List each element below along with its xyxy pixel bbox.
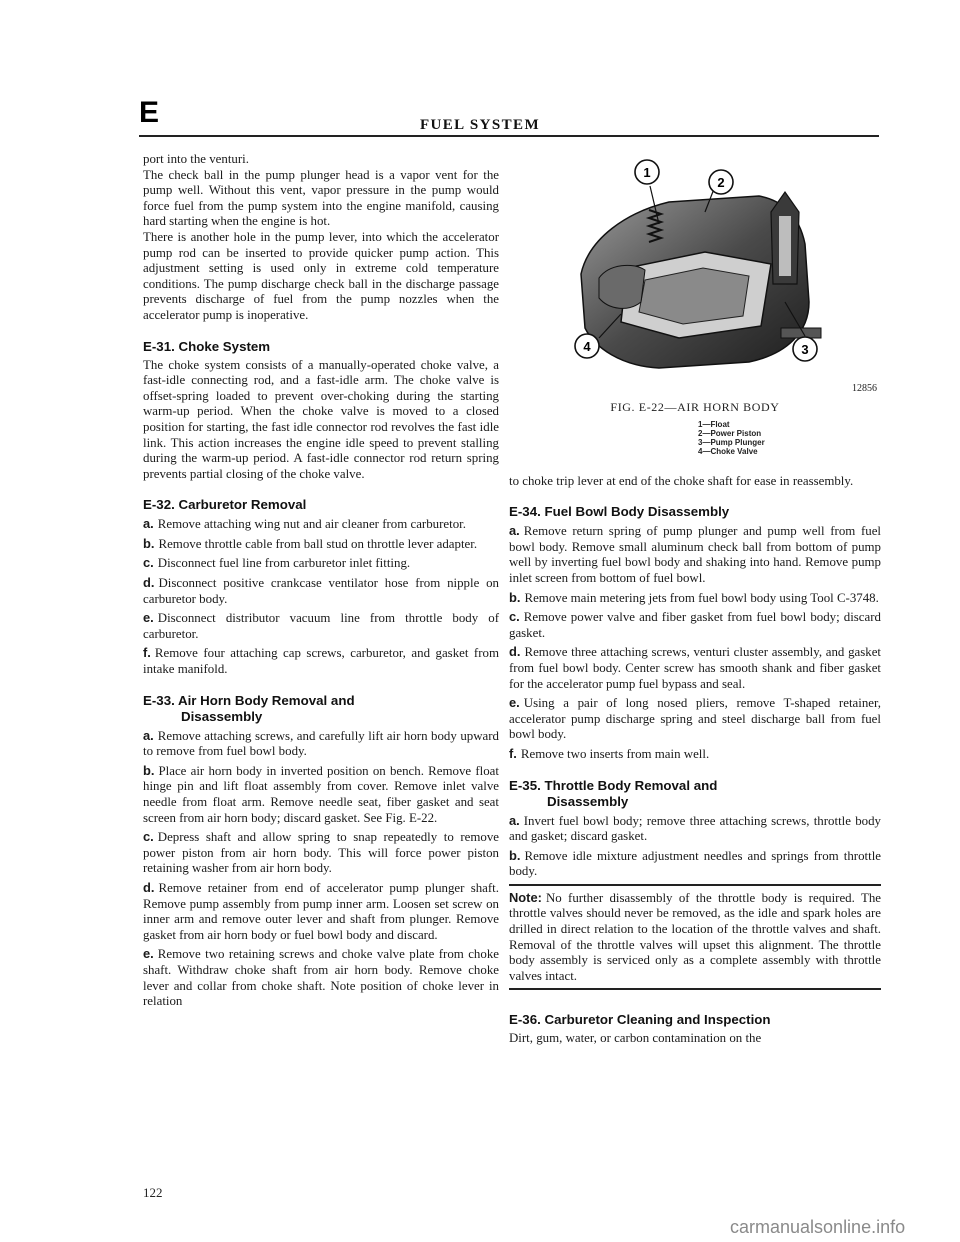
step-text: Remove retainer from end of accelerator pump plunger shaft. Remove pump assembly from pump inner arm. Loosen set screw on inner arm and remove outer lever and shaft from plunger. Remove gasket from air horn body or fuel bowl body and discard. [143, 880, 499, 942]
step-text: Disconnect fuel line from carburetor inlet fitting. [157, 556, 411, 571]
note-label: Note: [509, 889, 542, 905]
step-text: Remove idle mixture adjustment needles and springs from throttle body. [509, 848, 881, 879]
svg-text:3: 3 [801, 342, 809, 357]
step-item [143, 763, 499, 826]
step-text: Remove four attaching cap screws, carburetor, and gasket from intake manifold. [143, 646, 499, 677]
step-item [143, 645, 499, 677]
section-heading-e31: E-31. Choke System [143, 338, 271, 354]
step-text: Invert fuel bowl body; remove three attaching screws, throttle body and gasket; discard gasket. [509, 813, 881, 844]
right-column [509, 152, 881, 1047]
step-label: d. [143, 575, 155, 591]
callout-4 [575, 334, 599, 358]
section-heading-e34: E-34. Fuel Bowl Body Disassembly [509, 504, 730, 520]
step-item [509, 523, 881, 586]
step-label: e. [143, 946, 154, 962]
step-item [143, 610, 499, 642]
section-heading-e32: E-32. Carburetor Removal [143, 497, 307, 513]
intro-paragraph-3: There is another hole in the pump lever, into which the accelerator pump rod can be inserted to provide quicker pump action. This adjustment setting is used only in extreme cold temperature conditions. The pump discharge check ball in the discharge passage prevents discharge of fuel from the pump nozzles when the accelerator pump is inoperative. [143, 229, 499, 322]
figure-number: 12856 [852, 383, 877, 394]
step-item [509, 644, 881, 692]
section-letter: E [139, 96, 160, 129]
step-item [143, 575, 499, 607]
figure-legend [698, 420, 881, 456]
step-item [509, 609, 881, 641]
section-heading-e35 [509, 778, 881, 810]
step-item [143, 555, 499, 572]
note-text: No further disassembly of the throttle body is required. The throttle valves should never be removed, as the idle and spark holes are drilled in direct relation to the location of the throttle valves and shaft. Removal of the throttle valves will upset this alignment. The throttle body assembly is serviced only as a complete assembly with throttle valves intact. [509, 890, 881, 983]
svg-text:4: 4 [583, 339, 591, 354]
step-label: c. [143, 829, 154, 845]
step-text: Remove attaching screws, and carefully lift air horn body upward to remove from fuel bowl body. [143, 728, 499, 759]
step-text: Disconnect distributor vacuum line from throttle body of carburetor. [143, 611, 499, 641]
heading-line-1: E-33. Air Horn Body Removal and [143, 692, 355, 708]
section-body-e36: Dirt, gum, water, or carbon contamination on the [509, 1031, 762, 1046]
page-number: 122 [143, 1185, 163, 1200]
step-text: Remove return spring of pump plunger and pump well from fuel bowl body. Remove small aluminum check ball from bottom of pump well by inverting fuel bowl body and shaking into hand. Remove pump inlet screen from bottom of fuel bowl. [509, 524, 881, 585]
step-text: Remove power valve and fiber gasket from fuel bowl body; discard gasket. [509, 610, 881, 640]
note-block [509, 890, 881, 985]
legend-item: 1—Float [698, 419, 730, 429]
step-item [143, 516, 499, 533]
svg-text:1: 1 [643, 165, 651, 180]
left-column [143, 152, 499, 1010]
figure-air-horn-body [509, 152, 881, 394]
step-label: d. [509, 644, 521, 660]
step-item [509, 590, 881, 607]
step-item [143, 946, 499, 1009]
step-item [509, 695, 881, 743]
callout-1 [635, 160, 659, 184]
page-title: FUEL SYSTEM [419, 117, 540, 133]
step-item [143, 829, 499, 877]
step-label: b. [143, 535, 155, 551]
section-heading-e36: E-36. Carburetor Cleaning and Inspection [509, 1012, 771, 1028]
intro-paragraph-2: The check ball in the pump plunger head is a vapor vent for the pump well. Without this vent, vapor pressure in the pump would force fuel from the pump system into the engine manifold, causing hard starting when the engine is hot. [143, 167, 499, 229]
note-bottom-rule [509, 988, 881, 990]
air-horn-illustration [509, 152, 881, 384]
step-item [509, 746, 881, 763]
section-heading-e33 [143, 693, 499, 725]
intro-paragraph-1: port into the venturi. [143, 152, 249, 166]
step-label: f. [509, 745, 517, 761]
step-text: Using a pair of long nosed pliers, remove T-shaped retainer, accelerator pump discharge spring and steel discharge ball from fuel bowl body. [509, 696, 881, 742]
heading-line-2: Disassembly [181, 708, 263, 724]
callout-3 [793, 337, 817, 361]
heading-line-1: E-35. Throttle Body Removal and [509, 777, 718, 793]
step-text: Remove main metering jets from fuel bowl body using Tool C-3748. [524, 590, 879, 605]
step-label: b. [509, 589, 521, 605]
watermark: carmanualsonline.info [730, 1217, 906, 1237]
legend-item: 4—Choke Valve [698, 446, 758, 456]
note-top-rule [509, 884, 881, 886]
svg-text:2: 2 [717, 175, 725, 190]
heading-line-2: Disassembly [547, 793, 629, 809]
step-text: Remove two inserts from main well. [520, 746, 710, 761]
callout-2 [709, 170, 733, 194]
step-item [143, 536, 499, 553]
step-text: Remove two retaining screws and choke valve plate from choke shaft. Withdraw choke shaft from air horn body. Remove choke lever and collar from choke shaft. Note position of choke lever in relation [143, 947, 499, 1009]
step-label: e. [143, 610, 154, 626]
step-item [143, 880, 499, 943]
section-body-e31: The choke system consists of a manually-operated choke valve, a fast-idle connecting rod, and a fast-idle arm. The choke valve is offset-spring loaded to prevent over-choking during the starting warm-up period. When the choke valve is moved to a closed position for starting, the fast idle connector rod revolves the fast idle link. This action increases the engine idle speed to prevent stalling during the warm-up period. A fast-idle connector rod return spring prevents partial closing of the choke valve. [143, 357, 499, 481]
step-label: f. [143, 645, 151, 661]
step-label: c. [143, 555, 154, 571]
step-label: a. [143, 516, 154, 532]
step-label: a. [143, 727, 154, 743]
step-text: Disconnect positive crankcase ventilator hose from nipple on carburetor body. [143, 576, 499, 606]
continuation-text: to choke trip lever at end of the choke shaft for ease in reassembly. [509, 473, 854, 488]
step-text: Place air horn body in inverted position on bench. Remove float hinge pin and lift float assembly from cover. Remove inlet valve needle from float arm. Remove needle seat, fiber gasket and seat screen from air horn body; discard gasket. See Fig. E-22. [143, 763, 499, 825]
step-label: b. [509, 847, 521, 863]
step-item [509, 813, 881, 845]
step-label: e. [509, 695, 520, 711]
step-label: a. [509, 812, 520, 828]
legend-item: 2—Power Piston [698, 428, 762, 438]
step-text: Remove throttle cable from ball stud on throttle lever adapter. [158, 536, 478, 551]
step-label: c. [509, 609, 520, 625]
step-label: b. [143, 762, 155, 778]
page-header [0, 0, 960, 140]
step-item [509, 848, 881, 880]
step-text: Remove three attaching screws, venturi cluster assembly, and gasket from fuel bowl body. Center screw has smooth shank and fiber gasket for the accelerator pump fuel bypass and seal. [509, 645, 881, 691]
legend-item: 3—Pump Plunger [698, 437, 765, 447]
header-divider [139, 135, 879, 137]
step-item [143, 728, 499, 760]
figure-caption: FIG. E-22—AIR HORN BODY [610, 400, 780, 414]
step-label: d. [143, 879, 155, 895]
step-text: Remove attaching wing nut and air cleaner from carburetor. [157, 517, 466, 532]
step-label: a. [509, 523, 520, 539]
step-text: Depress shaft and allow spring to snap repeatedly to remove power piston from air horn body. This will force power piston retaining washer from air horn body. [143, 830, 499, 876]
